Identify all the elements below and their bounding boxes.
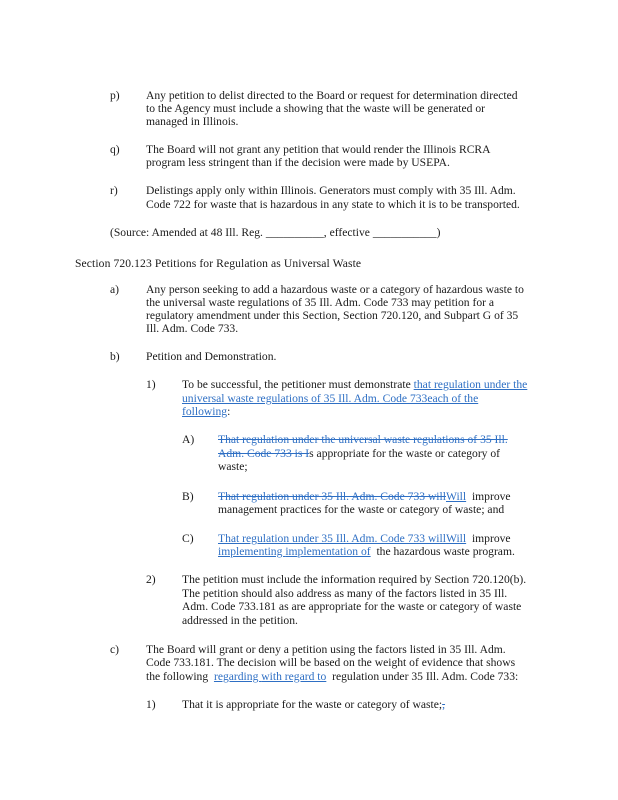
- source-note: (Source: Amended at 48 Ill. Reg. __________, effective ___________): [110, 226, 441, 239]
- item-label: c): [110, 643, 120, 656]
- inserted-text: that regulation under the: [413, 378, 528, 391]
- text-line: [218, 532, 511, 545]
- plain-text: To be successful, the petitioner must demonstrate: [182, 378, 414, 391]
- plain-text: That it is appropriate for the waste or category of waste;: [182, 698, 443, 711]
- inserted-text: Will: [445, 532, 467, 545]
- text-line: addressed in the petition.: [182, 614, 298, 627]
- item-label: q): [110, 143, 120, 156]
- text-line: [218, 447, 500, 460]
- item-label: b): [110, 350, 120, 363]
- plain-text: improve: [466, 532, 511, 545]
- item-label: 2): [146, 573, 156, 586]
- deleted-text: That regulation under the universal waste regulations of 35 Ill.: [218, 433, 508, 446]
- text-line: [146, 670, 518, 683]
- plain-text: the hazardous waste program.: [370, 545, 515, 558]
- text-line: Delistings apply only within Illinois. Generators must comply with 35 Ill. Adm.: [146, 184, 516, 197]
- text-line: [182, 378, 527, 391]
- item-label: 1): [146, 378, 156, 391]
- text-line: Adm. Code 733.181 as are appropriate for the waste or category of waste: [182, 600, 522, 613]
- text-line: The Board will grant or deny a petition using the factors listed in 35 Ill. Adm.: [146, 643, 506, 656]
- text-line: Code 722 for waste that is hazardous in any state to which it is to be transported.: [146, 198, 520, 211]
- inserted-text: Will: [445, 490, 467, 503]
- item-label: r): [110, 184, 118, 197]
- deleted-text: Adm. Code 733 is I: [218, 447, 310, 460]
- text-line: The petition must include the information required by Section 720.120(b).: [182, 573, 527, 586]
- text-line: managed in Illinois.: [146, 115, 239, 128]
- inserted-text: universal waste regulations of 35 Ill. Adm. Code 733each of the: [182, 392, 479, 405]
- item-label: a): [110, 283, 120, 296]
- plain-text: the following: [146, 670, 214, 683]
- plain-text: regulation under 35 Ill. Adm. Code 733:: [326, 670, 519, 683]
- item-label: p): [110, 89, 120, 102]
- deleted-text: ,: [442, 698, 446, 711]
- text-line: to the Agency must include a showing that the waste will be generated or: [146, 102, 486, 115]
- text-line: Ill. Adm. Code 733.: [146, 322, 239, 335]
- section-heading: Section 720.123 Petitions for Regulation as Universal Waste: [75, 257, 362, 270]
- plain-text: improve: [466, 490, 511, 503]
- inserted-text: That regulation under 35 Ill. Adm. Code 733 will: [218, 532, 446, 545]
- plain-text: :: [227, 405, 231, 418]
- inserted-text: regarding: [213, 670, 262, 683]
- item-label: C): [182, 532, 194, 545]
- inserted-text: implementing: [218, 545, 286, 558]
- text-line: [182, 405, 230, 418]
- text-line: Petition and Demonstration.: [146, 350, 277, 363]
- text-line: [182, 698, 445, 711]
- text-line: The petition should also address as many of the factors listed in 35 Ill.: [182, 587, 508, 600]
- deleted-text: implementation of: [285, 545, 371, 558]
- deleted-text: That regulation under 35 Ill. Adm. Code 733 will: [218, 490, 446, 503]
- inserted-text: following: [182, 405, 228, 418]
- text-line: [218, 490, 511, 503]
- item-label: B): [182, 490, 194, 503]
- text-line: The Board will not grant any petition that would render the Illinois RCRA: [146, 143, 491, 156]
- item-label: A): [182, 433, 195, 446]
- text-line: program less stringent than if the decision were made by USEPA.: [146, 156, 450, 169]
- text-line: regulatory amendment under this Section, Section 720.120, and Subpart G of 35: [146, 309, 519, 322]
- text-line: Code 733.181. The decision will be based on the weight of evidence that shows: [146, 656, 516, 669]
- text-line: [218, 545, 515, 558]
- deleted-text: with regard to: [261, 670, 327, 683]
- plain-text: s appropriate for the waste or category of: [309, 447, 501, 460]
- text-line: the universal waste regulations of 35 Ill. Adm. Code 733 may petition for a: [146, 296, 495, 309]
- text-line: Any person seeking to add a hazardous waste or a category of hazardous waste to: [146, 283, 524, 296]
- text-line: Any petition to delist directed to the Board or request for determination directed: [146, 89, 518, 102]
- item-label: 1): [146, 698, 156, 711]
- text-line: waste;: [218, 460, 248, 473]
- text-line: management practices for the waste or category of waste; and: [218, 503, 505, 516]
